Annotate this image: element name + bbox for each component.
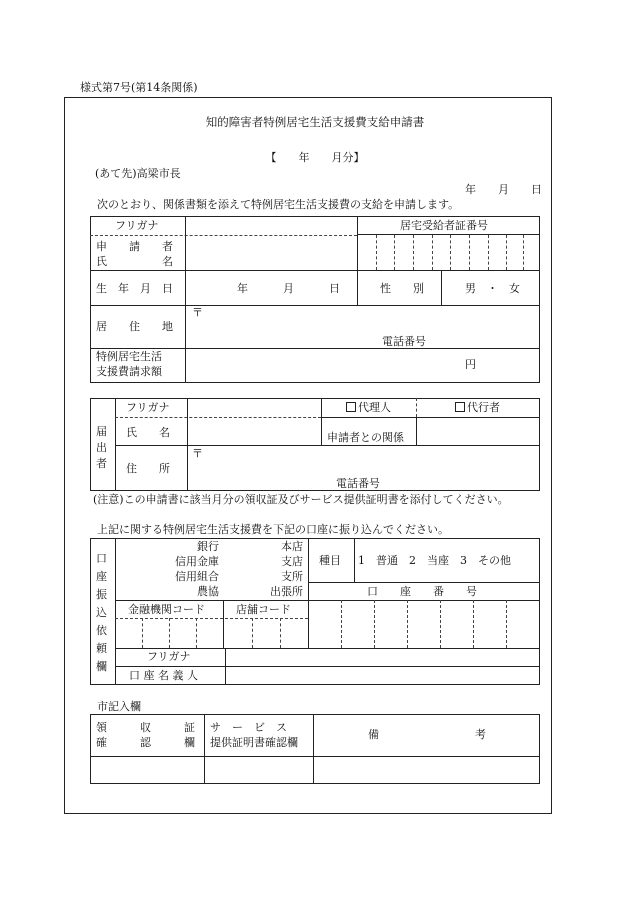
service-check-label-1: サ ー ビ ス	[210, 721, 287, 734]
sex-label: 性 別	[380, 282, 424, 295]
branch-head: 本店	[281, 540, 303, 553]
notifier-address-label: 住 所	[126, 462, 170, 475]
holder-furigana-label: フリガナ	[147, 650, 191, 663]
branch-branch: 支店	[281, 555, 303, 568]
notifier-name-label: 氏 名	[126, 426, 170, 439]
branch-office: 出張所	[270, 585, 303, 598]
addressee: (あて先)高梁市長	[95, 167, 181, 180]
form-number: 様式第7号(第14条関係)	[80, 81, 198, 94]
account-holder-label: 口 座 名 義 人	[129, 669, 198, 682]
bank-side-1: 口	[96, 552, 107, 565]
attachment-note: (注意)この申請書に該当月分の領収証及びサービス提供証明書を添付してください。	[93, 493, 509, 506]
cert-number-label: 居宅受給者証番号	[400, 219, 488, 232]
notifier-side-2: 出	[96, 441, 107, 454]
branch-code-label: 店舗コード	[236, 603, 291, 616]
notifier-side-1: 届	[96, 425, 107, 438]
address-label: 居 住 地	[96, 320, 173, 333]
postal-mark: 〒	[192, 306, 203, 319]
proxy-option: 代理人	[346, 402, 391, 413]
account-kind-label: 種目	[319, 554, 341, 567]
institution-code-label: 金融機関コード	[128, 603, 205, 616]
claim-label-2: 支援費請求額	[96, 365, 162, 378]
yen-unit: 円	[465, 358, 476, 371]
type-bank: 銀行	[197, 540, 219, 553]
applicant-tel-label: 電話番号	[382, 335, 426, 348]
branch-sub: 支所	[281, 570, 303, 583]
proxy-checkbox[interactable]	[346, 402, 356, 412]
bank-side-4: 込	[96, 606, 107, 619]
account-number-label: 口 座 番 号	[367, 585, 477, 598]
account-kind-options: 1 普通 2 当座 3 その他	[358, 554, 511, 567]
sex-value: 男 ・ 女	[465, 282, 520, 295]
receipt-check-label-2: 確 認 欄	[96, 736, 195, 749]
bank-side-2: 座	[96, 570, 107, 583]
remarks-label-a: 備	[368, 728, 379, 741]
bank-side-7: 欄	[96, 660, 107, 673]
type-shinkumi: 信用組合	[175, 570, 219, 583]
bank-side-3: 振	[96, 588, 107, 601]
claim-label-1: 特例居宅生活	[96, 350, 162, 363]
birthdate-label: 生 年 月 日	[96, 282, 173, 295]
agent-option: 代行者	[455, 402, 500, 413]
city-section-heading: 市記入欄	[97, 700, 141, 713]
service-check-label-2: 提供証明書確認欄	[210, 736, 298, 749]
bank-side-6: 頼	[96, 642, 107, 655]
form-title: 知的障害者特例居宅生活支援費支給申請書	[205, 115, 425, 129]
birth-day-unit: 日	[329, 282, 340, 295]
agent-checkbox[interactable]	[455, 402, 465, 412]
period-label: 【 年 月分】	[265, 151, 365, 164]
relation-label: 申請者との関係	[327, 431, 404, 444]
birth-year-unit: 年	[237, 282, 248, 295]
birth-month-unit: 月	[283, 282, 294, 295]
receipt-check-label-1: 領 収 証	[96, 721, 195, 734]
remarks-label-b: 考	[475, 728, 486, 741]
applicant-name-label-2: 氏 名	[96, 255, 173, 268]
applicant-name-label-1: 申 請 者	[96, 240, 173, 253]
bank-intro: 上記に関する特例居宅生活支援費を下記の口座に振り込んでください。	[97, 523, 449, 536]
applicant-furigana-label: フリガナ	[115, 219, 159, 232]
notifier-postal-mark: 〒	[192, 447, 203, 460]
type-shinkin: 信用金庫	[175, 555, 219, 568]
application-date: 年 月 日	[465, 183, 542, 196]
notifier-furigana-label: フリガナ	[126, 401, 170, 414]
intro-text: 次のとおり、関係書類を添えて特例居宅生活支援費の支給を申請します。	[97, 198, 460, 211]
notifier-side-3: 者	[96, 457, 107, 470]
type-nokyo: 農協	[197, 585, 219, 598]
bank-side-5: 依	[96, 624, 107, 637]
notifier-tel-label: 電話番号	[336, 477, 380, 490]
